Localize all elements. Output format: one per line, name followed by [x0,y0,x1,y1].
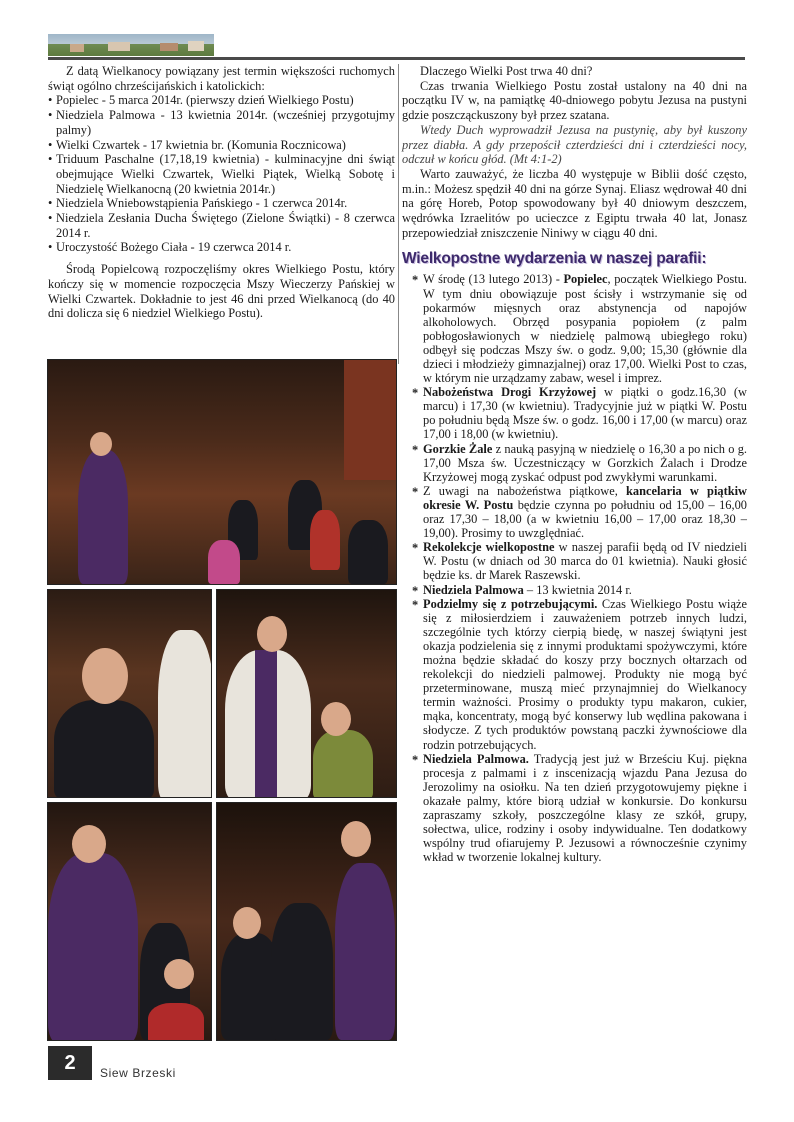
list-item: • Niedziela Zesłania Ducha Świętego (Zielone Świątki) - 8 czerwca 2014 r. [48,211,395,240]
number-forty-paragraph: Warto zauważyć, że liczba 40 występuje w Biblii dość często, m.in.: Możesz spędził 40 dni na górze Synaj. Eliasz wędrował 40 dni na górę Horeb, Potop spowodowany był 40 dniowym deszczem, wędrówka Izraelitów po ucieczce z Egiptu trwała 40 lat, Jonasz przepowiedział zniszczenie Niniwy w ciągu 40 dni. [402,166,747,240]
lent-paragraph: Środą Popielcową rozpoczęliśmy okres Wielkiego Postu, który kończy się w momencie rozpoczęcia Mszy Wieczerzy Pańskiej w Wielki Czwartek. Dokładnie to jest 46 dni przed Wielkanocą (do 40 dni dolicza się 6 niedziel Wielkiego Postu). [48,262,395,321]
list-item: • Wielki Czwartek - 17 kwietnia br. (Komunia Rocznicowa) [48,138,395,153]
left-column [48,64,395,321]
list-item: * Rekolekcje wielkopostne w naszej parafii będą od IV niedzieli W. Postu (w dniach od 30 marca do 01 kwietnia). Nauki głosić będzie ks. dr Marek Raszewski. [402,540,747,582]
list-item: • Niedziela Palmowa - 13 kwietnia 2014r. (wcześniej przygotujmy palmy) [48,108,395,137]
intro-paragraph: Z datą Wielkanocy powiązany jest termin większości ruchomych świąt ogólno chrześcijańskich i katolickich: [48,64,395,93]
photo-ashes-man [47,589,212,798]
photo-ashes-women [216,802,397,1041]
photo-church-congregation [47,359,397,585]
parish-events-list [402,272,747,864]
list-item: • Uroczystość Bożego Ciała - 19 czerwca 2014 r. [48,240,395,255]
events-heading: Wielkopostne wydarzenia w naszej parafii: [402,250,707,268]
list-item: • Niedziela Wniebowstąpienia Pańskiego - 1 czerwca 2014r. [48,196,395,211]
list-item: • Triduum Paschalne (17,18,19 kwietnia) - kulminacyjne dni świąt obejmujące Wielki Czwartek, Wielki Piątek, Wielką Sobotę i Niedzielę Wielkanocną (20 kwietnia 2014r.) [48,152,395,196]
header-rule [48,57,745,60]
photo-priest-child [47,802,212,1041]
masthead-town-photo [48,34,214,56]
list-item: * Niedziela Palmowa – 13 kwietnia 2014 r. [402,583,747,597]
list-item: * Nabożeństwa Drogi Krzyżowej w piątki o godz.16,30 (w marcu) i 17,30 (w kwietniu). Tradycyjnie już w piątki W. Postu po południu będą Msze św. o godz. 16,00 i 17,00 (w marcu) oraz 17,00 i 18,00 (w kwietniu). [402,385,747,441]
photo-priest-ashes [216,589,397,798]
movable-feasts-list [48,93,395,255]
list-item: * Niedziela Palmowa. Tradycją jest już w Brześciu Kuj. piękna procesja z palmami i z inscenizacją wjazdu Pana Jezusa do Jerozolimy na osiołku. Na ten dzień przygotowujemy piękne i okazałe palmy, które biorą udział w konkursie. Do konkursu zapraszamy szkoły, poszczególne klasy ze szkół, grupy, sołectwa, ulice, rodziny i osoby indywidualne. Ten dodatkowy wspólny trud ofiarujemy P. Jezusowi a równocześnie czynimy wkład w tworzenie lokalnej kultury. [402,752,747,865]
page-number: 2 [48,1046,92,1080]
right-column [402,64,747,864]
question: Dlaczego Wielki Post trwa 40 dni? [420,64,593,78]
column-divider [398,64,399,364]
list-item: * Gorzkie Żale z nauką pasyjną w niedzielę o 16,30 a po nich o g. 17,00 Msza św. Uczestniczący w Gorzkich Żalach i Drodze Krzyżowej mogą zyskać odpust pod zwykłymi warunkami. [402,442,747,484]
list-item: * W środę (13 lutego 2013) - Popielec, początek Wielkiego Postu. W tym dniu obowiązuje post ścisły i wstrzymanie się od pokarmów mięsnych oraz abstynencja od napojów alkoholowych. Obrzęd posypania popiołem (z palm pobłogosławionych w niedzielę palmową ubiegłego roku) odbęył się podczas Mszy św. o godz. 9,00; 15,30 (głównie dla dzieci i młodzieży gimnazjalnej) oraz 17,00. Wielki Post to czas, w którym nie urządzamy zabaw, wesel i imprez. [402,272,747,385]
list-item: * Z uwagi na nabożeństwa piątkowe, kancelaria w piątkiw okresie W. Postu będzie czynna po południu od 15,00 – 16,00 oraz 17,30 – 18,00 (a w kwietniu 16,00 – 17,00 oraz 18,30 – 19,00). Prosimy to uwzględniać. [402,484,747,540]
bible-quote: Wtedy Duch wyprowadził Jezusa na pustynię, aby był kuszony przez diabła. A gdy przepościł czterdzieści dni i czterdzieści nocy, odczuł w końcu głód. (Mt 4:1-2) [402,122,747,167]
list-item: * Podzielmy się z potrzebującymi. Czas Wielkiego Postu wiąże się z miłosierdziem i zauważeniem potrzeb innych ludzi, szczególnie tych którzy cierpią biedę, w naszej świątyni jest okazja podzielenia się z innymi produktami spożywczymi, które można będzie składać do koszy przy bocznych ołtarzach od rekolekcji do niedzieli palmowej. Produkty nie mogą być przeterminowane, muszą mieć przynajmniej do Wielkanocy termin ważności. Prosimy o produkty typu makaron, cukier, mąka, koncentraty, mogą być konserwy lub wędlina pakowana i słodycze. Z tych produktów powstaną paczki żywnościowe dla rodzin potrzebujących. [402,597,747,752]
forty-days-paragraph: Czas trwania Wielkiego Postu został ustalony na 40 dni na początku IV w, na pamiątkę 40-dniowego pobytu Jezusa na pustyni gdzie poszcząckuszony był przez szatana. [402,78,747,123]
list-item: • Popielec - 5 marca 2014r. (pierwszy dzień Wielkiego Postu) [48,93,395,108]
publication-title: Siew Brzeski [100,1066,176,1080]
